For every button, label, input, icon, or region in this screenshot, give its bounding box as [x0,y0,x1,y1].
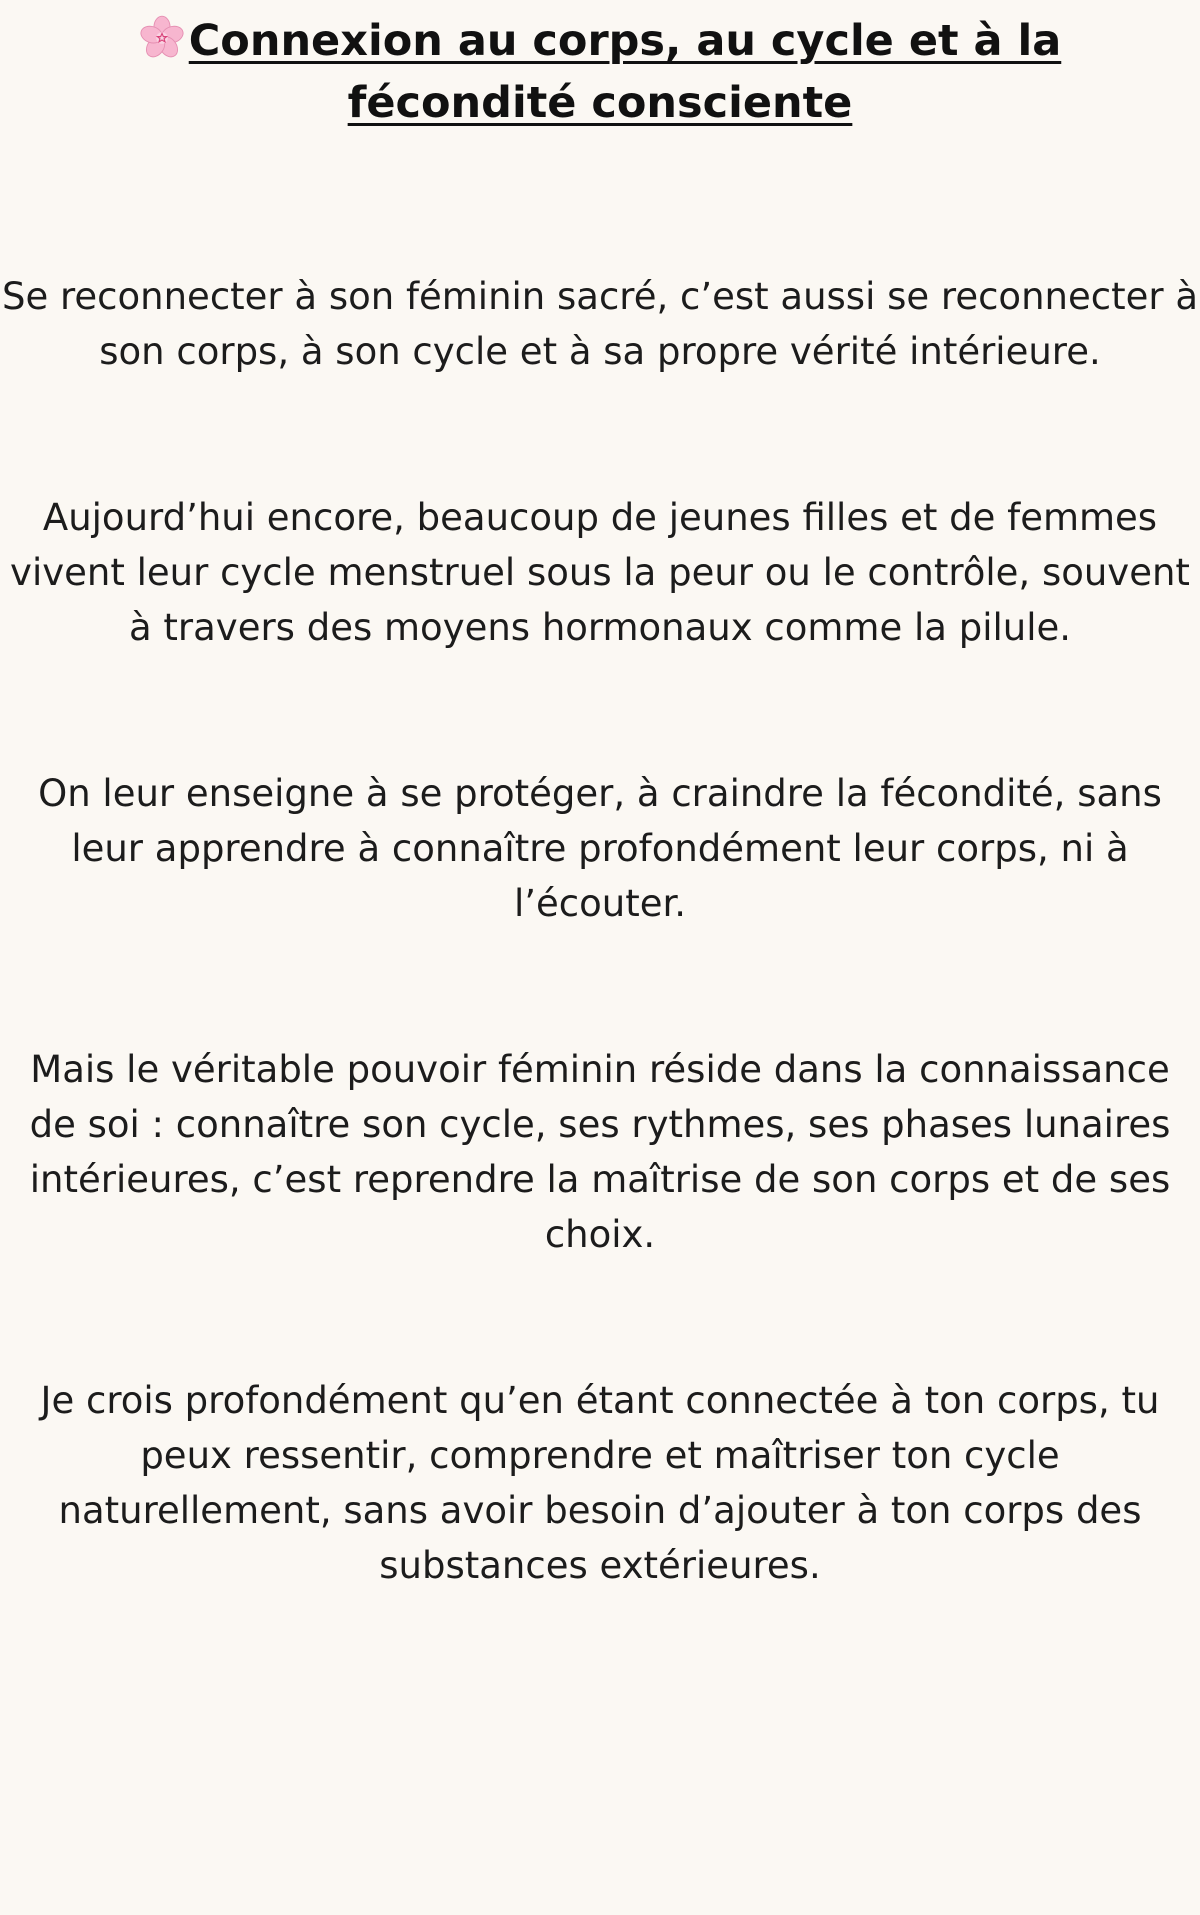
page-title [30,10,1170,134]
document-body [0,269,1200,1593]
cherry-blossom-icon [139,15,185,61]
paragraph-5: Je crois profondément qu’en étant connectée à ton corps, tu peux ressentir, comprendre et maîtriser ton cycle naturellement, sans avoir besoin d’ajouter à ton corps des substances extérieures. [40,1379,1160,1587]
paragraph-1: Se reconnecter à son féminin sacré, c’est aussi se reconnecter à son corps, à son cycle et à sa propre vérité intérieure. [2,275,1198,373]
paragraph-4: Mais le véritable pouvoir féminin réside dans la connaissance de soi : connaître son cycle, ses rythmes, ses phases lunaires intérieures, c’est reprendre la maîtrise de son corps et de ses choix. [29,1048,1171,1256]
page-title-text: Connexion au corps, au cycle et à la fécondité consciente [188,16,1062,128]
paragraph-2: Aujourd’hui encore, beaucoup de jeunes filles et de femmes vivent leur cycle menstruel sous la peur ou le contrôle, souvent à travers des moyens hormonaux comme la pilule. [10,496,1190,649]
paragraph-3: On leur enseigne à se protéger, à craindre la fécondité, sans leur apprendre à connaître profondément leur corps, ni à l’écouter. [38,772,1162,925]
